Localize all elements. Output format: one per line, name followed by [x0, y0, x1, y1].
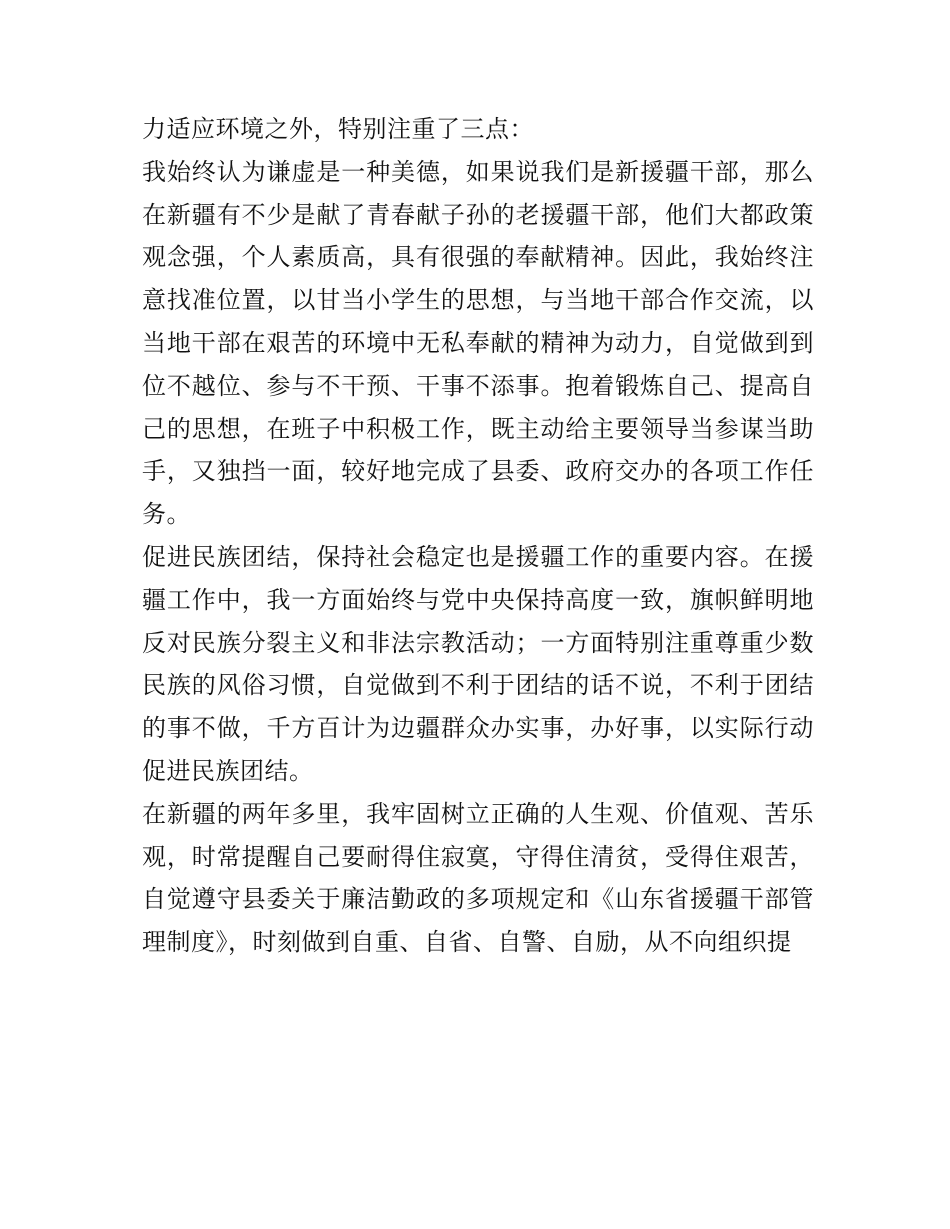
paragraph-integrity: 在新疆的两年多里，我牢固树立正确的人生观、价值观、苦乐观，时常提醒自己要耐得住寂寞，守得住清贫，受得住艰苦，自觉遵守县委关于廉洁勤政的多项规定和《山东省援疆干部管理制度》，时刻做到自重、自省、自警、自励，从不向组织提	[142, 799, 814, 957]
paragraph-modesty: 我始终认为谦虚是一种美德，如果说我们是新援疆干部，那么在新疆有不少是献了青春献子孙的老援疆干部，他们大都政策观念强，个人素质高，具有很强的奉献精神。因此，我始终注意找准位置，以甘当小学生的思想，与当地干部合作交流，以当地干部在艰苦的环境中无私奉献的精神为动力，自觉做到到位不越位、参与不干预、干事不添事。抱着锻炼自己、提高自己的思想，在班子中积极工作，既主动给主要领导当参谋当助手，又独挡一面，较好地完成了县委、政府交办的各项工作任务。	[142, 157, 814, 529]
paragraph-ethnic-unity: 促进民族团结，保持社会稳定也是援疆工作的重要内容。在援疆工作中，我一方面始终与党中央保持高度一致，旗帜鲜明地反对民族分裂主义和非法宗教活动；一方面特别注重尊重少数民族的风俗习惯，自觉做到不利于团结的话不说，不利于团结的事不做，千方百计为边疆群众办实事，办好事，以实际行动促进民族团结。	[142, 542, 814, 785]
document-body	[142, 108, 814, 964]
paragraph-intro: 力适应环境之外，特别注重了三点：	[142, 115, 534, 143]
